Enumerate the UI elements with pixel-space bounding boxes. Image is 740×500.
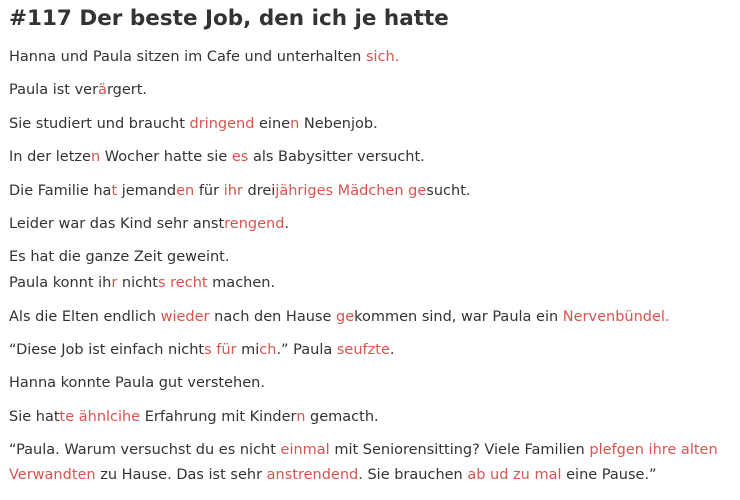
- line-text: als Babysitter versucht.: [248, 149, 425, 165]
- corrected-text: ä: [98, 82, 107, 98]
- line-text: Die Familie ha: [9, 183, 112, 199]
- story-line: [9, 80, 147, 100]
- story-line: [9, 214, 289, 234]
- line-text: Hanna und Paula sitzen im Cafe und unterhalten: [9, 49, 366, 65]
- line-text: .” Paula: [276, 342, 337, 358]
- line-text: rgert.: [106, 82, 148, 98]
- corrected-text: dringend: [189, 116, 255, 132]
- corrected-text: t: [111, 183, 118, 199]
- line-text: für: [194, 183, 224, 199]
- story-line: [9, 307, 670, 327]
- line-text: machen.: [207, 275, 276, 291]
- line-text: .: [284, 216, 290, 232]
- line-text: mit Seniorensitting? Viele Familien: [329, 442, 590, 458]
- line-text: jemand: [117, 183, 177, 199]
- line-text: mi: [236, 342, 260, 358]
- story-line: [9, 373, 265, 393]
- line-text: Leider war das Kind sehr anst: [9, 216, 225, 232]
- line-text: Paula konnt ih: [9, 275, 112, 291]
- story-line: [9, 147, 425, 167]
- line-text: Nebenjob.: [299, 116, 378, 132]
- line-text: eine: [254, 116, 291, 132]
- line-text: eine Pause.”: [561, 467, 657, 483]
- line-text: kommen sind, war Paula ein: [354, 309, 563, 325]
- corrected-text: ch: [259, 342, 277, 358]
- line-text: gemacth.: [305, 409, 379, 425]
- corrected-text: ge: [335, 309, 355, 325]
- corrected-text: r: [111, 275, 118, 291]
- story-line: [9, 181, 471, 201]
- corrected-text: anstrendend: [266, 467, 359, 483]
- line-text: Als die Elten endlich: [9, 309, 161, 325]
- line-text: “Diese Job ist einfach nicht: [9, 342, 205, 358]
- corrected-text: ab ud zu mal: [467, 467, 562, 483]
- line-text: sucht.: [426, 183, 471, 199]
- story-title: #117 Der beste Job, den ich je hatte: [9, 6, 449, 31]
- line-text: Hanna konnte Paula gut verstehen.: [9, 375, 265, 391]
- corrected-text: Nervenbündel.: [562, 309, 670, 325]
- story-line: [9, 407, 379, 427]
- corrected-text: s recht: [158, 275, 208, 291]
- story-line: [9, 273, 275, 293]
- line-text: drei: [242, 183, 276, 199]
- story-line: [9, 438, 731, 488]
- corrected-text: en: [176, 183, 195, 199]
- corrected-text: s: [204, 342, 212, 358]
- line-text: Es hat die ganze Zeit geweint.: [9, 249, 230, 265]
- corrected-text: jähriges Mädchen ge: [275, 183, 427, 199]
- corrected-text: rengend: [224, 216, 285, 232]
- line-text: In der letze: [9, 149, 91, 165]
- line-text: . Sie brauchen: [358, 467, 468, 483]
- corrected-text: n: [296, 409, 306, 425]
- line-text: “Paula. Warum versuchst du es nicht: [9, 442, 281, 458]
- corrected-text: wieder: [160, 309, 210, 325]
- corrected-text: n: [290, 116, 300, 132]
- line-text: Wocher hatte sie: [100, 149, 232, 165]
- corrected-text: te ähnlcihe: [59, 409, 141, 425]
- story-line: [9, 247, 229, 267]
- line-text: Erfahrung mit Kinder: [140, 409, 297, 425]
- corrected-text: plefgen ihre alten Verwandten: [9, 442, 718, 483]
- corrected-text: n: [90, 149, 101, 165]
- line-text: Sie hat: [9, 409, 60, 425]
- corrected-text: sich.: [365, 49, 400, 65]
- story-line: [9, 340, 394, 360]
- story-line: [9, 114, 378, 134]
- line-text: nicht: [117, 275, 158, 291]
- corrected-text: einmal: [280, 442, 330, 458]
- story-line: [9, 47, 399, 67]
- line-text: Sie studiert und braucht: [9, 116, 190, 132]
- corrected-text: es: [231, 149, 249, 165]
- line-text: zu Hause. Das ist sehr: [95, 467, 267, 483]
- corrected-text: ihr: [223, 183, 243, 199]
- line-text: nach den Hause: [209, 309, 336, 325]
- line-text: Paula ist ver: [9, 82, 99, 98]
- corrected-text: seufzte: [336, 342, 390, 358]
- line-text: .: [389, 342, 395, 358]
- corrected-text: für: [216, 342, 237, 358]
